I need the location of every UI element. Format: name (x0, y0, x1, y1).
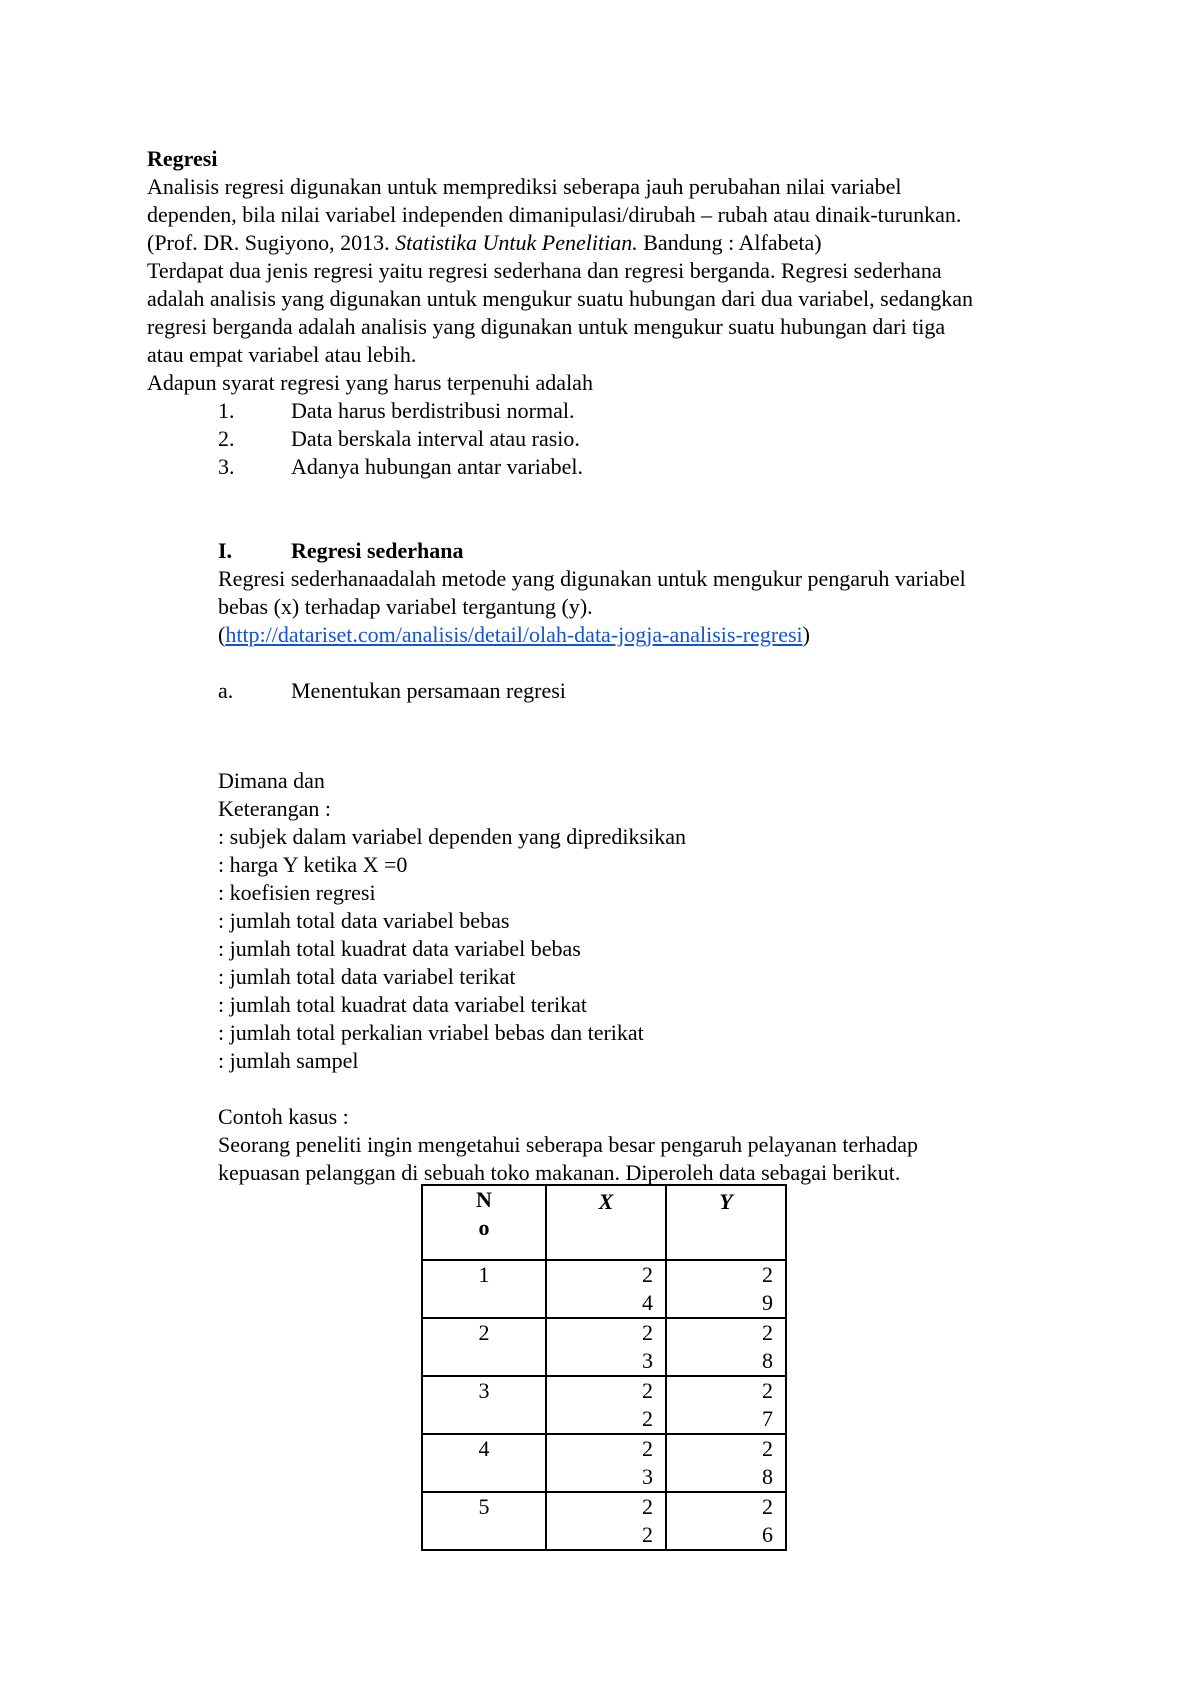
keterangan-item-9: : jumlah sampel (218, 1048, 359, 1073)
header-no (422, 1185, 546, 1260)
keterangan-item-7: : jumlah total kuadrat data variabel terikat (218, 992, 587, 1017)
source-link-line (218, 621, 810, 649)
cell-y-digit-2: 7 (762, 1406, 773, 1431)
cell-x-digit-1: 2 (642, 1262, 653, 1287)
cell-y-digit-2: 6 (762, 1522, 773, 1547)
cell-x-digit-1: 2 (642, 1436, 653, 1461)
keterangan-item-1: : subjek dalam variabel dependen yang diprediksikan (218, 824, 686, 849)
header-x-label: X (598, 1189, 614, 1214)
sub-a-text: Menentukan persamaan regresi (291, 678, 566, 703)
cell-no: 4 (422, 1434, 546, 1492)
keterangan-item-5: : jumlah total kuadrat data variabel bebas (218, 936, 581, 961)
cell-x-digit-2: 2 (642, 1522, 653, 1547)
data-table (421, 1184, 787, 1551)
para2-line-2: adalah analisis yang digunakan untuk mengukur suatu hubungan dari dua variabel, sedangkan (147, 286, 973, 311)
intro-line-1: Analisis regresi digunakan untuk memprediksi seberapa jauh perubahan nilai variabel (147, 174, 902, 199)
link-open-paren: ( (218, 622, 226, 647)
cell-y (666, 1492, 786, 1550)
intro-line-2: dependen, bila nilai variabel independen dimanipulasi/dirubah – rubah atau dinaik-turunkan. (147, 202, 962, 227)
cell-x (546, 1492, 666, 1550)
section-number: I. (218, 538, 233, 563)
cell-x-digit-2: 4 (642, 1290, 653, 1315)
syarat-number-3: 3. (218, 454, 235, 479)
keterangan-label: Keterangan : (218, 796, 331, 821)
cell-x-digit-2: 2 (642, 1406, 653, 1431)
table-header-row (422, 1185, 786, 1260)
syarat-text-3: Adanya hubungan antar variabel. (291, 454, 583, 479)
cell-x (546, 1434, 666, 1492)
cell-y-digit-1: 2 (762, 1494, 773, 1519)
sub-a-number: a. (218, 678, 234, 703)
cell-x-digit-2: 3 (642, 1464, 653, 1489)
syarat-text-1: Data harus berdistribusi normal. (291, 398, 575, 423)
citation-suffix: Bandung : Alfabeta) (637, 230, 822, 255)
link-close-paren: ) (802, 622, 810, 647)
cell-no: 3 (422, 1376, 546, 1434)
contoh-line-1: Seorang peneliti ingin mengetahui seberapa besar pengaruh pelayanan terhadap (218, 1132, 919, 1157)
citation-book-title: Statistika Untuk Penelitian. (395, 230, 638, 255)
cell-y (666, 1260, 786, 1318)
cell-y-digit-2: 8 (762, 1464, 773, 1489)
table-row (422, 1376, 786, 1434)
table-row (422, 1492, 786, 1550)
para2-line-4: atau empat variabel atau lebih. (147, 342, 417, 367)
citation-prefix: (Prof. DR. Sugiyono, 2013. (147, 230, 396, 255)
keterangan-item-8: : jumlah total perkalian vriabel bebas dan terikat (218, 1020, 644, 1045)
para2-line-5: Adapun syarat regresi yang harus terpenuhi adalah (147, 370, 593, 395)
cell-y-digit-1: 2 (762, 1436, 773, 1461)
para2-line-1: Terdapat dua jenis regresi yaitu regresi sederhana dan regresi berganda. Regresi sederhana (147, 258, 942, 283)
syarat-number-1: 1. (218, 398, 235, 423)
cell-y-digit-1: 2 (762, 1262, 773, 1287)
header-no-line-1: N (476, 1187, 492, 1212)
header-y (666, 1185, 786, 1260)
cell-x-digit-1: 2 (642, 1494, 653, 1519)
cell-y (666, 1434, 786, 1492)
cell-x-digit-1: 2 (642, 1320, 653, 1345)
header-y-label: Y (719, 1189, 733, 1214)
keterangan-item-2: : harga Y ketika X =0 (218, 852, 408, 877)
cell-no: 5 (422, 1492, 546, 1550)
contoh-line-2: kepuasan pelanggan di sebuah toko makanan. Diperoleh data sebagai berikut. (218, 1160, 901, 1185)
header-no-line-2: o (478, 1215, 490, 1240)
cell-x (546, 1318, 666, 1376)
citation (147, 229, 822, 257)
source-link[interactable]: http://datariset.com/analisis/detail/olah-data-jogja-analisis-regresi (225, 622, 803, 647)
cell-no: 1 (422, 1260, 546, 1318)
cell-y-digit-1: 2 (762, 1320, 773, 1345)
header-x (546, 1185, 666, 1260)
keterangan-item-6: : jumlah total data variabel terikat (218, 964, 516, 989)
section-line-1: Regresi sederhanaadalah metode yang digunakan untuk mengukur pengaruh variabel (218, 566, 966, 591)
cell-y (666, 1318, 786, 1376)
cell-y-digit-2: 9 (762, 1290, 773, 1315)
cell-y-digit-2: 8 (762, 1348, 773, 1373)
cell-x (546, 1376, 666, 1434)
keterangan-item-3: : koefisien regresi (218, 880, 376, 905)
para2-line-3: regresi berganda adalah analisis yang digunakan untuk mengukur suatu hubungan dari tiga (147, 314, 946, 339)
page-title: Regresi (147, 146, 218, 171)
table-row (422, 1434, 786, 1492)
cell-x-digit-1: 2 (642, 1378, 653, 1403)
cell-x (546, 1260, 666, 1318)
contoh-label: Contoh kasus : (218, 1104, 349, 1129)
section-line-2: bebas (x) terhadap variabel tergantung (y). (218, 594, 593, 619)
syarat-number-2: 2. (218, 426, 235, 451)
cell-no: 2 (422, 1318, 546, 1376)
dimana-line: Dimana dan (218, 768, 325, 793)
table-row (422, 1318, 786, 1376)
keterangan-item-4: : jumlah total data variabel bebas (218, 908, 510, 933)
cell-x-digit-2: 3 (642, 1348, 653, 1373)
table-row (422, 1260, 786, 1318)
cell-y (666, 1376, 786, 1434)
cell-y-digit-1: 2 (762, 1378, 773, 1403)
section-heading: Regresi sederhana (291, 538, 464, 563)
syarat-text-2: Data berskala interval atau rasio. (291, 426, 580, 451)
